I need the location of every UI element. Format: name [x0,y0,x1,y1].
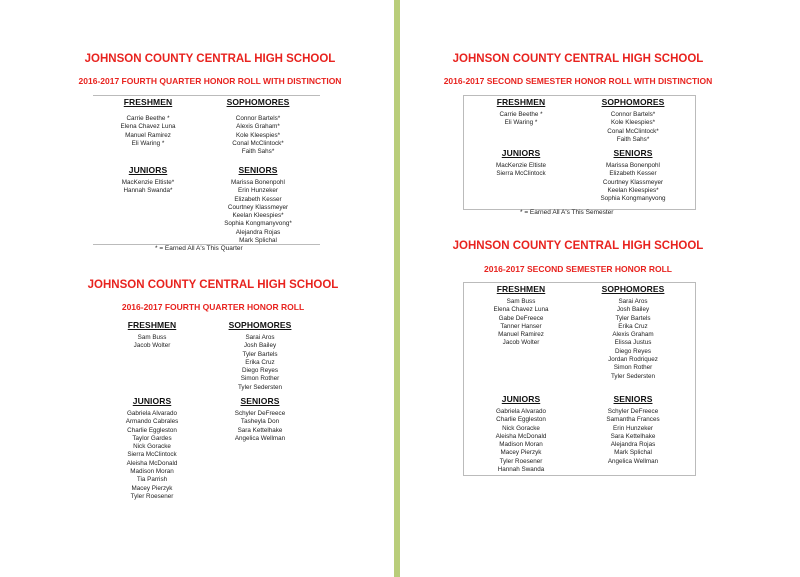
student-name: Elizabeth Kesser [609,170,657,178]
student-name: Gabe DeFreece [498,314,544,322]
seniors-list [215,410,305,443]
student-name: Elizabeth Kesser [234,195,282,203]
student-name: Sophia Kongmanyvong* [224,220,292,228]
sophomores-column [588,284,678,381]
sophomores-list [213,115,303,156]
student-name: Mark Splichal [614,449,652,457]
student-name: Macey Pierzyk [131,484,173,492]
student-name: Sam Buss [506,298,536,305]
student-name: Sarai Aros [245,334,275,341]
student-name: Carrie Beethe * [499,111,543,118]
freshmen-list [107,334,197,351]
student-name: Jacob Wolter [502,339,540,347]
sophomores-heading: SOPHOMORES [601,97,665,107]
juniors-heading: JUNIORS [501,394,541,404]
student-name: Eli Waring * [504,119,538,127]
student-name: Courtney Klassmeyer [227,203,289,211]
student-name: Alexis Graham [612,331,654,339]
panel-title: 2016-2017 FOURTH QUARTER HONOR ROLL WITH DISTINCTION [78,76,342,86]
panel-title: 2016-2017 FOURTH QUARTER HONOR ROLL [121,302,305,312]
student-name: Josh Bailey [616,306,650,314]
seniors-column [588,148,678,203]
student-name: Marissa Bonenpohl [606,162,660,169]
juniors-column [107,396,197,501]
juniors-column [476,394,566,474]
student-name: Sierra McClintock [127,451,177,459]
student-name: Josh Bailey [243,342,277,350]
seniors-column [215,396,305,443]
student-name: Tyler Roesener [130,492,174,500]
student-name: Conal McClintock* [232,139,284,147]
student-name: Tyler Bartels [615,314,651,322]
sophomores-heading: SOPHOMORES [228,320,292,330]
juniors-list [107,410,197,501]
sophomores-column [215,320,305,392]
student-name: Simon Rother [240,375,280,383]
juniors-list [476,408,566,474]
freshmen-list [476,298,566,348]
student-name: Mark Splichal [239,237,277,245]
student-name: Faith Sahs* [616,135,650,143]
student-name: Diego Reyes [241,367,279,375]
freshmen-list [103,115,193,148]
student-name: Angelica Wellman [234,434,286,442]
student-name: Sierra McClintock [496,170,546,178]
student-name: Aleisha McDonald [495,432,547,440]
seniors-column [588,394,678,466]
school-title: JOHNSON COUNTY CENTRAL HIGH SCHOOL [452,53,704,65]
student-name: Tanner Hanser [500,322,542,330]
student-name: Tyler Sedersten [610,372,656,380]
student-name: Sophia Kongmanyvong [600,195,666,203]
student-name: Tyler Roesener [499,457,543,465]
sophomores-list [588,298,678,381]
student-name: Sam Buss [137,334,167,341]
juniors-heading: JUNIORS [501,148,541,158]
student-name: Charlie Eggleston [127,426,177,434]
student-name: Carrie Beethe * [126,115,170,122]
student-name: Armando Cabrales [125,418,179,426]
student-name: Angelica Wellman [607,457,659,465]
student-name: Nick Goracke [502,424,540,432]
student-name: Schyler DeFreece [607,408,659,415]
student-name: Hannah Swanda [497,466,545,474]
student-name: Faith Sahs* [241,148,275,156]
student-name: Marissa Bonenpohl [231,179,285,186]
student-name: Elissa Justus [614,339,652,347]
sophomores-list [588,111,678,144]
student-name: Alexis Graham* [236,123,280,131]
student-name: Jordan Rodriquez [608,356,658,364]
panel-title: 2016-2017 SECOND SEMESTER HONOR ROLL WITH DISTINCTION [443,76,713,86]
student-name: Alejandra Rojas [610,441,656,449]
freshmen-heading: FRESHMEN [127,320,177,330]
page-divider [394,0,400,577]
panel-title: 2016-2017 SECOND SEMESTER HONOR ROLL [484,264,672,274]
school-title: JOHNSON COUNTY CENTRAL HIGH SCHOOL [452,240,704,252]
sophomores-column [588,97,678,144]
sophomores-column [213,97,303,156]
footnote: * = Earned All A's This Semester [520,209,614,216]
student-name: Keelan Kleespies* [607,186,659,194]
student-name: Elena Chavez Luna [120,123,176,131]
freshmen-column [476,97,566,128]
seniors-list [588,408,678,466]
student-name: Sarai Aros [618,298,648,305]
student-name: Sara Kettelhake [610,432,656,440]
student-name: Connor Bartels* [610,111,656,118]
freshmen-heading: FRESHMEN [123,97,173,107]
student-name: Taylor Gardes [132,434,172,442]
student-name: Kole Kleespies* [235,131,281,139]
student-name: Elena Chavez Luna [493,306,549,314]
sophomores-list [215,334,305,392]
student-name: Gabriela Alvarado [495,408,547,415]
seniors-column [213,165,303,245]
student-name: Tia Parrish [136,476,168,484]
juniors-list [476,162,566,179]
school-title: JOHNSON COUNTY CENTRAL HIGH SCHOOL [84,53,336,65]
student-name: Tasheyla Don [240,418,280,426]
seniors-heading: SENIORS [613,394,653,404]
school-title: JOHNSON COUNTY CENTRAL HIGH SCHOOL [87,279,339,291]
sophomores-heading: SOPHOMORES [226,97,290,107]
student-name: Sara Kettelhake [237,426,283,434]
juniors-heading: JUNIORS [132,396,172,406]
student-name: Erika Cruz [245,358,275,366]
seniors-heading: SENIORS [613,148,653,158]
freshmen-column [103,97,193,148]
seniors-heading: SENIORS [238,165,278,175]
student-name: Erin Hunzeker [613,424,653,432]
student-name: Charlie Eggleston [496,416,546,424]
student-name: Eli Waring * [131,139,165,147]
student-name: Connor Bartels* [235,115,281,122]
student-name: Samantha Frances [606,416,660,424]
student-name: Gabriela Alvarado [126,410,178,417]
student-name: Keelan Kleespies* [232,212,284,220]
juniors-heading: JUNIORS [128,165,168,175]
student-name: Kole Kleespies* [610,119,656,127]
student-name: Courtney Klassmeyer [602,178,664,186]
student-name: Diego Reyes [614,347,652,355]
freshmen-column [107,320,197,351]
student-name: Hannah Swanda* [123,187,173,195]
student-name: Simon Rother [613,364,653,372]
juniors-column [103,165,193,196]
footnote: * = Earned All A's This Quarter [155,245,243,252]
student-name: Nick Goracke [133,443,171,451]
seniors-heading: SENIORS [240,396,280,406]
student-name: Erika Cruz [618,322,648,330]
student-name: Madison Moran [130,468,174,476]
freshmen-heading: FRESHMEN [496,97,546,107]
seniors-list [213,179,303,245]
freshmen-column [476,284,566,348]
freshmen-list [476,111,566,128]
student-name: MacKenzie Eltiste [495,162,547,169]
student-name: Erin Hunzeker [238,187,278,195]
student-name: MacKenzie Eltiste* [121,179,175,186]
student-name: Manuel Ramirez [498,331,544,339]
juniors-column [476,148,566,179]
juniors-list [103,179,193,196]
student-name: Alejandra Rojas [235,228,281,236]
student-name: Macey Pierzyk [500,449,542,457]
sophomores-heading: SOPHOMORES [601,284,665,294]
student-name: Tyler Sedersten [237,383,283,391]
student-name: Madison Moran [499,441,543,449]
student-name: Jacob Wolter [133,342,171,350]
student-name: Schyler DeFreece [234,410,286,417]
student-name: Tyler Bartels [242,350,278,358]
student-name: Conal McClintock* [607,127,659,135]
student-name: Aleisha McDonald [126,459,178,467]
freshmen-heading: FRESHMEN [496,284,546,294]
seniors-list [588,162,678,203]
student-name: Manuel Ramirez [125,131,171,139]
